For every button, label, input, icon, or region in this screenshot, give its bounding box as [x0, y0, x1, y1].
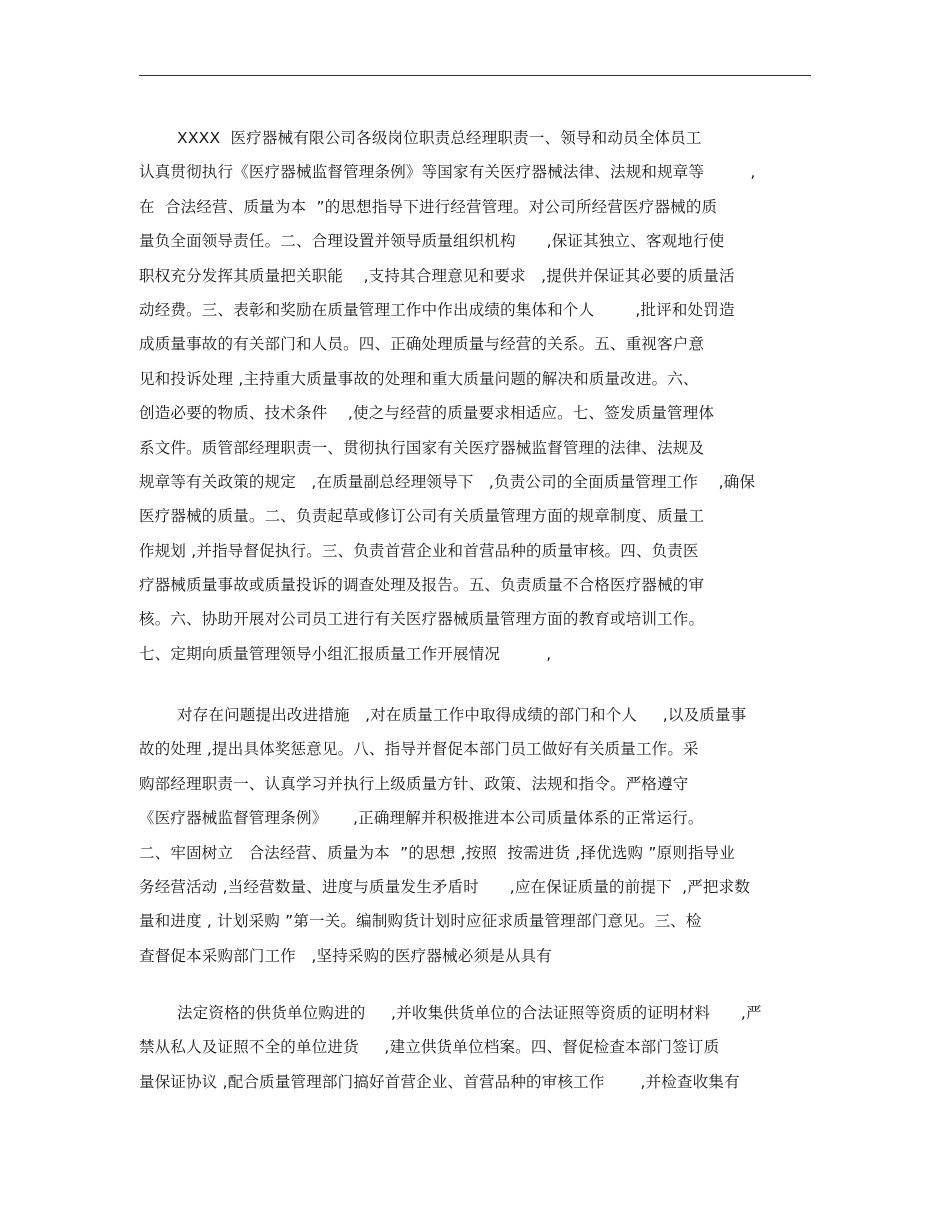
text-line: 量保证协议 ,配合质量管理部门搞好首营企业、首营品种的审核工作 ,并检查收集有: [139, 1072, 740, 1091]
text-line: 成质量事故的有关部门和人员。四、正确处理质量与经营的关系。五、重视客户意: [139, 335, 705, 354]
paragraph-purchasing-manager-duties: [139, 698, 811, 973]
text-line: 在 合法经营、质量为本 ”的思想指导下进行经营管理。对公司所经营医疗器械的质: [139, 197, 718, 216]
text-line: 七、定期向质量管理领导小组汇报质量工作开展情况 ,: [139, 644, 552, 663]
text-line: 核。六、协助开展对公司员工进行有关医疗器械质量管理方面的教育或培训工作。: [139, 610, 705, 629]
header-rule: [139, 75, 811, 76]
text-line: XXXX 医疗器械有限公司各级岗位职责总经理职责一、领导和动员全体员工: [177, 129, 702, 147]
text-line: 二、牢固树立 合法经营、质量为本 ”的思想 ,按照 按需进货 ,择优选购 ”原则指导业: [139, 843, 736, 862]
text-line: 法定资格的供货单位购进的 ,并收集供货单位的合法证照等资质的证明材料 ,严: [177, 1004, 762, 1022]
text-line: 量和进度 , 计划采购 ”第一关。编制购货计划时应征求质量管理部门意见。三、检: [139, 912, 702, 931]
text-line: 量负全面领导责任。二、合理设置并领导质量组织机构 ,保证其独立、客观地行使: [139, 232, 725, 251]
text-line: 创造必要的物质、技术条件 ,使之与经营的质量要求相适应。七、签发质量管理体: [139, 404, 715, 423]
text-line: 医疗器械的质量。二、负责起草或修订公司有关质量管理方面的规章制度、质量工: [139, 507, 705, 526]
paragraph-general-manager-duties: [139, 121, 811, 671]
text-line: 规章等有关政策的规定 ,在质量副总经理领导下 ,负责公司的全面质量管理工作 ,确保: [139, 472, 756, 491]
text-line: 购部经理职责一、认真学习并执行上级质量方针、政策、法规和指令。严格遵守: [139, 774, 689, 793]
text-line: 禁从私人及证照不全的单位进货 ,建立供货单位档案。四、督促检查本部门签订质: [139, 1038, 720, 1057]
text-line: 故的处理 ,提出具体奖惩意见。八、指导并督促本部门员工做好有关质量工作。采: [139, 740, 699, 759]
text-line: 动经费。三、表彰和奖励在质量管理工作中作出成绩的集体和个人 ,批评和处罚造: [139, 300, 735, 319]
text-line: 作规划 ,并指导督促执行。三、负责首营企业和首营品种的质量审核。四、负责医: [139, 541, 699, 560]
text-line: 疗器械质量事故或质量投诉的调查处理及报告。五、负责质量不合格医疗器械的审: [139, 576, 705, 595]
paragraph-supplier-qualification: [139, 996, 811, 1099]
text-line: 职权充分发挥其质量把关职能 ,支持其合理意见和要求 ,提供并保证其必要的质量活: [139, 266, 735, 285]
text-line: 系文件。质管部经理职责一、贯彻执行国家有关医疗器械监督管理的法律、法规及: [139, 438, 705, 457]
text-line: 务经营活动 ,当经营数量、进度与质量发生矛盾时 ,应在保证质量的前提下 ,严把求数: [139, 877, 751, 896]
text-line: 《医疗器械监督管理条例》 ,正确理解并积极推进本公司质量体系的正常运行。: [139, 809, 704, 828]
text-line: 查督促本采购部门工作 ,坚持采购的医疗器械必须是从具有: [139, 946, 553, 965]
text-line: 见和投诉处理 ,主持重大质量事故的处理和重大质量问题的解决和质量改进。六、: [139, 369, 699, 388]
text-line: 对存在问题提出改进措施 ,对在质量工作中取得成绩的部门和个人 ,以及质量事: [177, 706, 747, 724]
text-line: 认真贯彻执行《医疗器械监督管理条例》等国家有关医疗器械法律、法规和规章等 ,: [139, 163, 756, 182]
